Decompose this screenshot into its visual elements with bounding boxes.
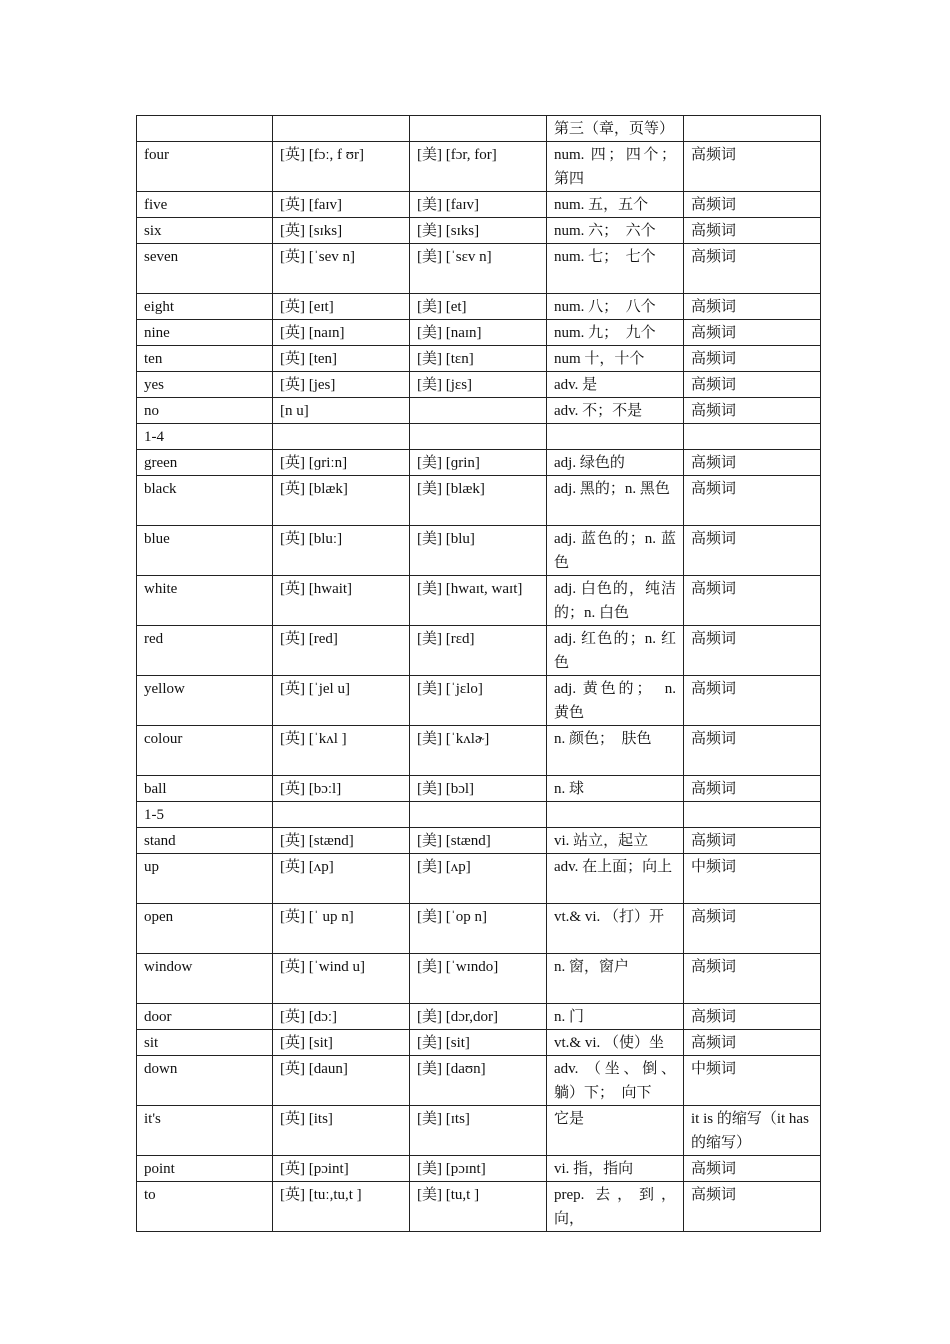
table-row [137,244,821,294]
frequency-cell: 高频词 [684,398,821,424]
word-cell: nine [137,320,273,346]
word-cell: it's [137,1106,273,1156]
uk-phonetic-cell: [英] [fɔː, f ʊr] [273,142,410,192]
meaning-cell: vi. 指，指向 [547,1156,684,1182]
table-row [137,1182,821,1232]
table-row [137,450,821,476]
uk-phonetic-cell: [n u] [273,398,410,424]
uk-phonetic-cell: [英] [blæk] [273,476,410,526]
us-phonetic-cell: [美] [sit] [410,1030,547,1056]
uk-phonetic-cell: [英] [bluː] [273,526,410,576]
word-cell: ball [137,776,273,802]
us-phonetic-cell: [美] [daʊn] [410,1056,547,1106]
uk-phonetic-cell: [英] [ˈsev n] [273,244,410,294]
meaning-cell: 它是 [547,1106,684,1156]
meaning-cell: adj. 黑的；n. 黑色 [547,476,684,526]
us-phonetic-cell: [美] [ɪts] [410,1106,547,1156]
table-row [137,526,821,576]
uk-phonetic-cell: [英] [ˈkʌl ] [273,726,410,776]
word-cell: green [137,450,273,476]
uk-phonetic-cell: [英] [red] [273,626,410,676]
uk-phonetic-cell: [英] [faɪv] [273,192,410,218]
meaning-cell: num. 六； 六个 [547,218,684,244]
meaning-cell [547,802,684,828]
word-cell: window [137,954,273,1004]
uk-phonetic-cell: [英] [dɔː] [273,1004,410,1030]
table-row [137,828,821,854]
meaning-cell: n. 窗，窗户 [547,954,684,1004]
frequency-cell: 中频词 [684,1056,821,1106]
uk-phonetic-cell: [英] [eɪt] [273,294,410,320]
word-cell: up [137,854,273,904]
word-cell: to [137,1182,273,1232]
word-cell: yellow [137,676,273,726]
uk-phonetic-cell: [英] [sɪks] [273,218,410,244]
us-phonetic-cell: [美] [ˈsɛv n] [410,244,547,294]
table-row [137,854,821,904]
uk-phonetic-cell: [英] [sit] [273,1030,410,1056]
frequency-cell: 高频词 [684,142,821,192]
uk-phonetic-cell: [英] [naɪn] [273,320,410,346]
us-phonetic-cell [410,116,547,142]
frequency-cell: 高频词 [684,1030,821,1056]
frequency-cell [684,116,821,142]
us-phonetic-cell: [美] [blu] [410,526,547,576]
us-phonetic-cell: [美] [pɔɪnt] [410,1156,547,1182]
us-phonetic-cell: [美] [rɛd] [410,626,547,676]
meaning-cell: num. 五，五个 [547,192,684,218]
word-cell: 1-4 [137,424,273,450]
frequency-cell: 高频词 [684,726,821,776]
uk-phonetic-cell: [英] [daun] [273,1056,410,1106]
frequency-cell: 高频词 [684,192,821,218]
word-cell: blue [137,526,273,576]
meaning-cell: adj. 蓝色的；n. 蓝色 [547,526,684,576]
table-row [137,116,821,142]
word-cell: stand [137,828,273,854]
table-row [137,320,821,346]
us-phonetic-cell: [美] [ˈop n] [410,904,547,954]
us-phonetic-cell: [美] [ʌp] [410,854,547,904]
frequency-cell: 高频词 [684,954,821,1004]
table-row [137,398,821,424]
meaning-cell: adv. 在上面；向上 [547,854,684,904]
word-cell: door [137,1004,273,1030]
uk-phonetic-cell: [英] [pɔint] [273,1156,410,1182]
us-phonetic-cell: [美] [faɪv] [410,192,547,218]
uk-phonetic-cell: [英] [ɡriːn] [273,450,410,476]
frequency-cell: 高频词 [684,676,821,726]
us-phonetic-cell: [美] [sɪks] [410,218,547,244]
us-phonetic-cell: [美] [ˈjɛlo] [410,676,547,726]
frequency-cell: 高频词 [684,526,821,576]
uk-phonetic-cell: [英] [its] [273,1106,410,1156]
meaning-cell: vt.& vi. （使）坐 [547,1030,684,1056]
us-phonetic-cell: [美] [bɔl] [410,776,547,802]
meaning-cell: adj. 红色的；n. 红色 [547,626,684,676]
frequency-cell: 高频词 [684,294,821,320]
word-cell: four [137,142,273,192]
us-phonetic-cell: [美] [ɡrin] [410,450,547,476]
word-cell: open [137,904,273,954]
uk-phonetic-cell: [英] [hwait] [273,576,410,626]
meaning-cell: num. 四；四个；第四 [547,142,684,192]
uk-phonetic-cell: [英] [bɔːl] [273,776,410,802]
meaning-cell: n. 颜色； 肤色 [547,726,684,776]
uk-phonetic-cell: [英] [tuː,tu,t ] [273,1182,410,1232]
table-row [137,1056,821,1106]
frequency-cell: 高频词 [684,828,821,854]
frequency-cell: 高频词 [684,1156,821,1182]
word-cell: sit [137,1030,273,1056]
table-row [137,294,821,320]
frequency-cell: 高频词 [684,244,821,294]
uk-phonetic-cell [273,116,410,142]
uk-phonetic-cell [273,424,410,450]
frequency-cell: 高频词 [684,1182,821,1232]
frequency-cell: 高频词 [684,450,821,476]
us-phonetic-cell: [美] [hwaɪt, waɪt] [410,576,547,626]
meaning-cell: adj. 黄色的； n. 黄色 [547,676,684,726]
meaning-cell: num. 七； 七个 [547,244,684,294]
us-phonetic-cell [410,398,547,424]
frequency-cell: 高频词 [684,320,821,346]
table-row [137,218,821,244]
word-cell: colour [137,726,273,776]
word-cell: white [137,576,273,626]
table-row [137,626,821,676]
table-row [137,1004,821,1030]
meaning-cell: adv. 不；不是 [547,398,684,424]
uk-phonetic-cell: [英] [ˈjel u] [273,676,410,726]
us-phonetic-cell: [美] [dɔr,dor] [410,1004,547,1030]
meaning-cell: vi. 站立，起立 [547,828,684,854]
word-cell: no [137,398,273,424]
table-row [137,372,821,398]
table-row [137,576,821,626]
frequency-cell: 高频词 [684,372,821,398]
us-phonetic-cell: [美] [fɔr, for] [410,142,547,192]
meaning-cell [547,424,684,450]
word-cell: seven [137,244,273,294]
table-row [137,424,821,450]
us-phonetic-cell: [美] [jɛs] [410,372,547,398]
word-cell: eight [137,294,273,320]
table-row [137,1156,821,1182]
table-row [137,346,821,372]
frequency-cell: 高频词 [684,1004,821,1030]
us-phonetic-cell: [美] [tu,t ] [410,1182,547,1232]
word-cell: down [137,1056,273,1106]
us-phonetic-cell: [美] [ˈwɪndo] [410,954,547,1004]
us-phonetic-cell: [美] [tɛn] [410,346,547,372]
word-cell: point [137,1156,273,1182]
word-cell: ten [137,346,273,372]
frequency-cell: 高频词 [684,576,821,626]
uk-phonetic-cell: [英] [stænd] [273,828,410,854]
us-phonetic-cell [410,424,547,450]
us-phonetic-cell: [美] [ˈkʌlɚ] [410,726,547,776]
meaning-cell: num. 九； 九个 [547,320,684,346]
word-cell: yes [137,372,273,398]
word-cell: black [137,476,273,526]
meaning-cell: n. 球 [547,776,684,802]
uk-phonetic-cell: [英] [ˈwind u] [273,954,410,1004]
table-row [137,802,821,828]
meaning-cell: adj. 白色的，纯洁的；n. 白色 [547,576,684,626]
us-phonetic-cell: [美] [naɪn] [410,320,547,346]
meaning-cell: num. 八； 八个 [547,294,684,320]
frequency-cell: 高频词 [684,776,821,802]
meaning-cell: vt.& vi. （打）开 [547,904,684,954]
frequency-cell: 高频词 [684,218,821,244]
us-phonetic-cell [410,802,547,828]
us-phonetic-cell: [美] [blæk] [410,476,547,526]
frequency-cell [684,424,821,450]
frequency-cell [684,802,821,828]
table-row [137,142,821,192]
word-cell: six [137,218,273,244]
word-cell: red [137,626,273,676]
uk-phonetic-cell: [英] [ten] [273,346,410,372]
uk-phonetic-cell [273,802,410,828]
uk-phonetic-cell: [英] [ˈ up n] [273,904,410,954]
table-row [137,192,821,218]
word-cell: five [137,192,273,218]
frequency-cell: 高频词 [684,476,821,526]
meaning-cell: prep. 去，到，向， [547,1182,684,1232]
uk-phonetic-cell: [英] [jes] [273,372,410,398]
meaning-cell: adj. 绿色的 [547,450,684,476]
vocabulary-table-body [137,116,821,1232]
meaning-cell: adv. （坐、倒、躺）下； 向下 [547,1056,684,1106]
table-row [137,1030,821,1056]
us-phonetic-cell: [美] [stænd] [410,828,547,854]
meaning-cell: n. 门 [547,1004,684,1030]
frequency-cell: it is 的缩写（it has 的缩写） [684,1106,821,1156]
frequency-cell: 中频词 [684,854,821,904]
meaning-cell: num 十，十个 [547,346,684,372]
uk-phonetic-cell: [英] [ʌp] [273,854,410,904]
vocabulary-table [136,115,821,1232]
frequency-cell: 高频词 [684,346,821,372]
table-row [137,904,821,954]
word-cell [137,116,273,142]
frequency-cell: 高频词 [684,904,821,954]
frequency-cell: 高频词 [684,626,821,676]
table-row [137,726,821,776]
table-row [137,1106,821,1156]
word-cell: 1-5 [137,802,273,828]
meaning-cell: 第三（章，页等） [547,116,684,142]
table-row [137,476,821,526]
table-row [137,776,821,802]
table-row [137,954,821,1004]
table-row [137,676,821,726]
meaning-cell: adv. 是 [547,372,684,398]
us-phonetic-cell: [美] [et] [410,294,547,320]
